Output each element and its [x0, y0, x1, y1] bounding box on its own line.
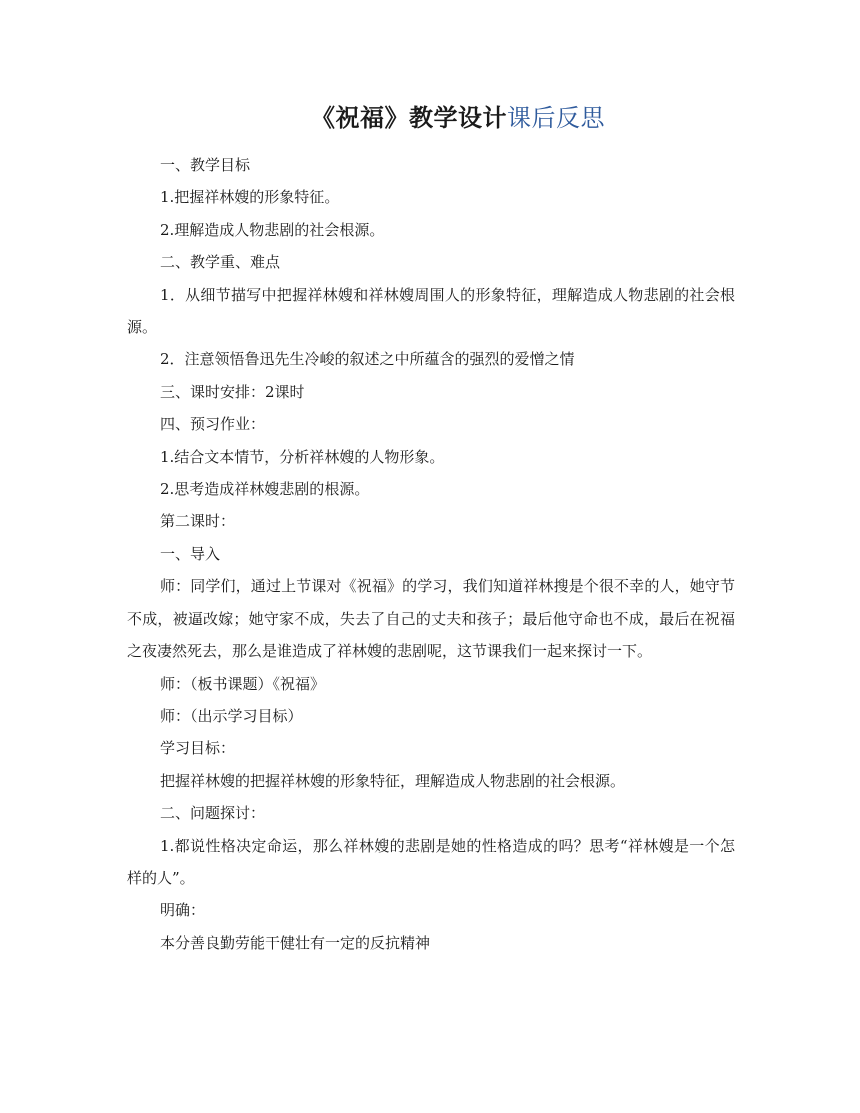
section-heading-intro: 一、导入 — [160, 544, 221, 563]
teacher-intro-paragraph: 师：同学们，通过上节课对《祝福》的学习，我们知道祥林搜是个很不幸的人，她守节不成，被逼改嫁；她守家不成，失去了自己的丈夫和孩子；最后他守命也不成，最后在祝福之夜凄然死去，那么是谁造成了祥林嫂的悲剧呢，这节课我们一起来探讨一下。 — [127, 577, 735, 661]
learning-goals-label: 学习目标： — [160, 739, 236, 758]
section-heading-key-points: 二、教学重、难点 — [160, 253, 281, 272]
section-heading-discussion: 二、问题探讨： — [160, 804, 266, 823]
learning-goals-text: 把握祥林嫂的把握祥林嫂的形象特征，理解造成人物悲剧的社会根源。 — [160, 771, 626, 790]
second-lesson-heading: 第二课时： — [160, 512, 236, 531]
objective-item-1: 1.把握祥林嫂的形象特征。 — [160, 188, 340, 207]
key-point-2: 2．注意领悟鲁迅先生冷峻的叙述之中所蕴含的强烈的爱憎之情 — [160, 350, 575, 369]
teacher-board-title: 师：（板书课题）《祝福》 — [160, 674, 326, 693]
section-heading-preview: 四、预习作业： — [160, 415, 266, 434]
clarify-answer: 本分善良勤劳能干健壮有一定的反抗精神 — [160, 933, 431, 952]
discussion-question-1: 1.都说性格决定命运，那么祥林嫂的悲剧是她的性格造成的吗？思考“祥林嫂是一个怎样的人”。 — [127, 836, 735, 887]
document-title — [28, 98, 860, 133]
section-heading-schedule: 三、课时安排：2课时 — [160, 382, 305, 401]
key-point-1: 1．从细节描写中把握祥林嫂和祥林嫂周围人的形象特征，理解造成人物悲剧的社会根源。 — [127, 285, 735, 337]
preview-item-2: 2.思考造成祥林嫂悲剧的根源。 — [160, 480, 370, 499]
title-accent: 课后反思 — [507, 104, 605, 132]
objective-item-2: 2.理解造成人物悲剧的社会根源。 — [160, 220, 385, 239]
preview-item-1: 1.结合文本情节，分析祥林嫂的人物形象。 — [160, 447, 445, 466]
document-body — [127, 149, 735, 959]
title-main: 《祝福》教学设计 — [311, 103, 507, 132]
teacher-show-goals: 师：（出示学习目标） — [160, 706, 303, 725]
clarify-label: 明确： — [160, 901, 206, 920]
section-heading-objectives: 一、教学目标 — [160, 156, 251, 174]
